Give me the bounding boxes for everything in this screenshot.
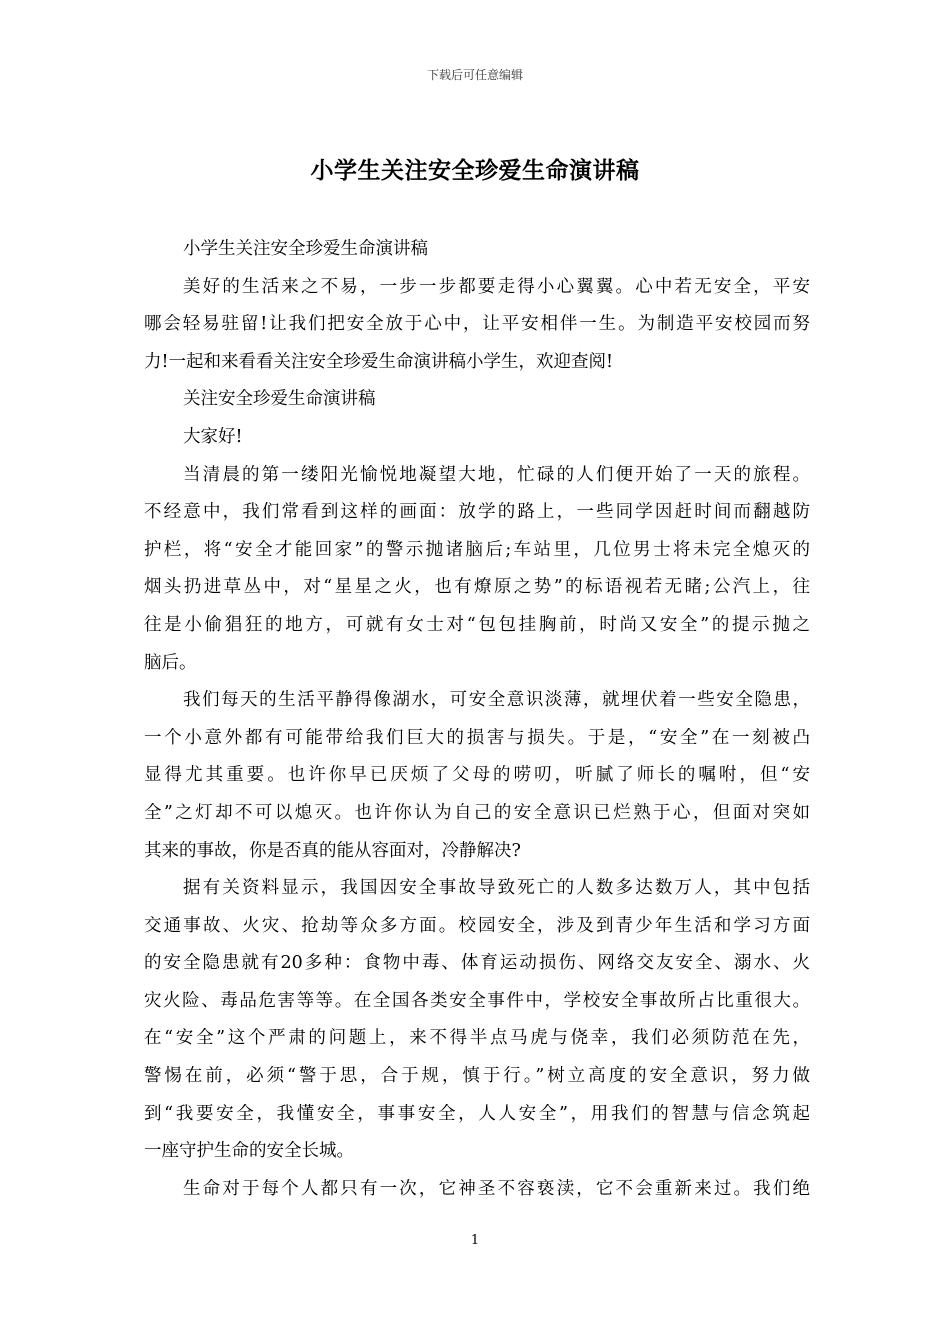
- body-line: 警惕在前，必须“警于思，合于规，慎于行。”树立高度的安全意识，努力做: [144, 1066, 810, 1087]
- page-number: 1: [470, 1233, 480, 1248]
- body-line: 当清晨的第一缕阳光愉悦地凝望大地，忙碌的人们便开始了一天的旅程。: [183, 464, 810, 485]
- body-line: 其来的事故，你是否真的能从容面对，冷静解决?: [144, 840, 521, 861]
- body-line: 生命对于每个人都只有一次，它神圣不容亵渎，它不会重新来过。我们绝: [183, 1178, 810, 1199]
- document-title: 小学生关注安全珍爱生命演讲稿: [310, 157, 640, 184]
- body-line: 烟头扔进草丛中，对“星星之火，也有燎原之势”的标语视若无睹;公汽上，往: [144, 577, 810, 598]
- body-line: 显得尤其重要。也许你早已厌烦了父母的唠叨，听腻了师长的嘱咐，但“安: [144, 765, 810, 786]
- body-line: 一个小意外都有可能带给我们巨大的损害与损失。于是，“安全”在一刻被凸: [144, 727, 811, 748]
- body-line: 到“我要安全，我懂安全，事事安全，人人安全”，用我们的智慧与信念筑起: [144, 1103, 810, 1124]
- body-line: 据有关资料显示，我国因安全事故导致死亡的人数多达数万人，其中包括: [183, 878, 810, 899]
- body-line: 力!一起和来看看关注安全珍爱生命演讲稿小学生，欢迎查阅!: [144, 351, 614, 372]
- body-line: 我们每天的生活平静得像湖水，可安全意识淡薄，就埋伏着一些安全隐患，: [183, 690, 810, 711]
- body-line: 哪会轻易驻留!让我们把安全放于心中，让平安相伴一生。为制造平安校园而努: [144, 314, 810, 335]
- body-line: 脑后。: [144, 652, 197, 673]
- body-line: 灾火险、毒品危害等等。在全国各类安全事件中，学校安全事故所占比重很大。: [144, 990, 810, 1011]
- body-line: 不经意中，我们常看到这样的画面：放学的路上，一些同学因赶时间而翻越防: [144, 502, 810, 523]
- body-line: 关注安全珍爱生命演讲稿: [183, 389, 376, 410]
- body-line: 小学生关注安全珍爱生命演讲稿: [183, 239, 428, 259]
- body-line: 一座守护生命的安全长城。: [144, 1141, 354, 1162]
- body-line: 护栏，将“安全才能回家”的警示抛诸脑后;车站里，几位男士将未完全熄灭的: [144, 539, 810, 560]
- header-note: 下载后可任意编辑: [426, 68, 523, 82]
- document-body: [144, 231, 810, 1208]
- body-line: 在“安全”这个严肃的问题上，来不得半点马虎与侥幸，我们必须防范在先，: [144, 1028, 810, 1049]
- body-line: 往是小偷猖狂的地方，可就有女士对“包包挂胸前，时尚又安全”的提示抛之: [144, 614, 810, 635]
- body-line: 的安全隐患就有20多种：食物中毒、体育运动损伤、网络交友安全、溺水、火: [144, 953, 810, 974]
- body-line: 美好的生活来之不易，一步一步都要走得小心翼翼。心中若无安全，平安: [183, 276, 810, 297]
- body-line: 全”之灯却不可以熄灭。也许你认为自己的安全意识已烂熟于心，但面对突如: [144, 802, 810, 823]
- body-line: 交通事故、火灾、抢劫等众多方面。校园安全，涉及到青少年生活和学习方面: [144, 915, 810, 936]
- body-line: 大家好!: [183, 426, 243, 447]
